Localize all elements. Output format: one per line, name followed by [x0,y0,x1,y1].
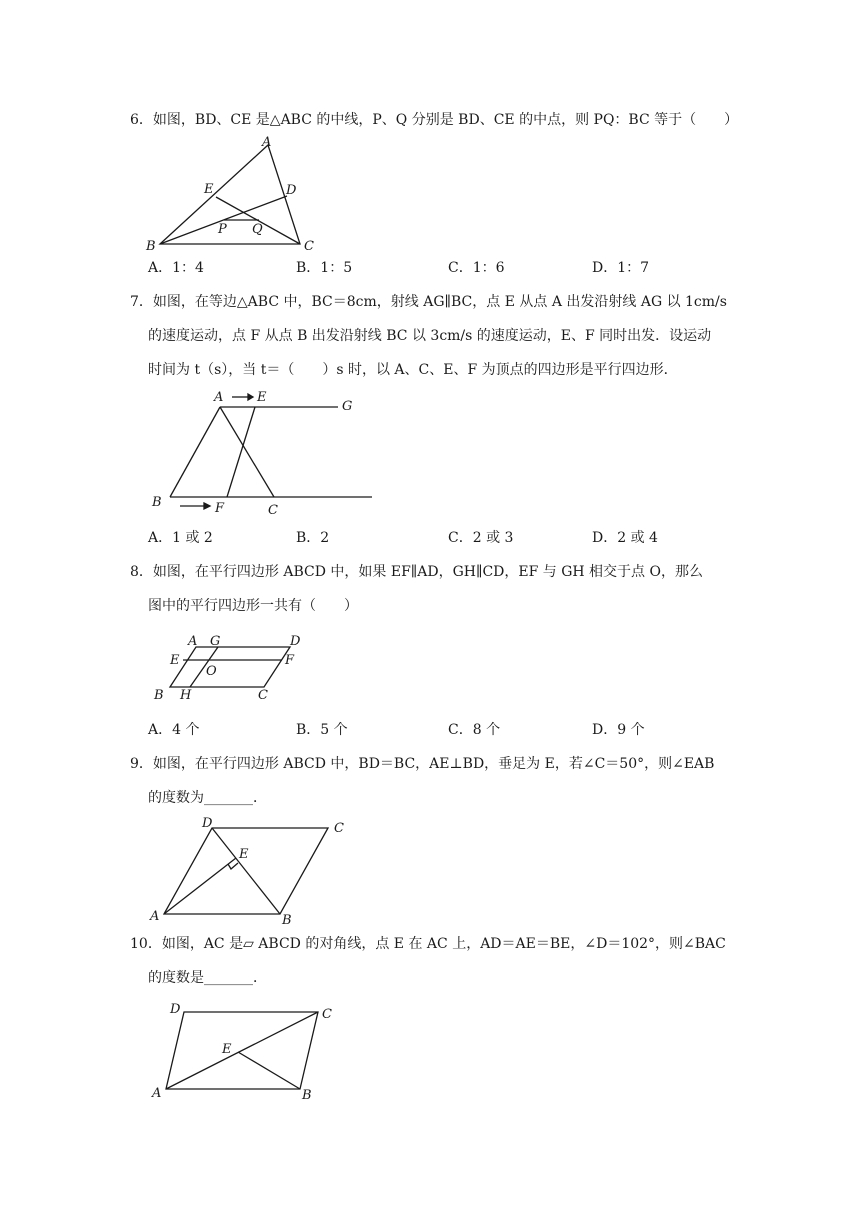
q8-option-d[interactable]: D．9 个 [592,722,645,738]
q9-label-c: C [334,821,344,836]
q8-label-d: D [290,634,301,649]
q8-label-a: A [188,634,198,649]
q7-side-ab [170,407,220,497]
q7-label-a: A [214,390,224,405]
q9-label-b: B [282,913,292,928]
q8-label-b: B [154,688,164,703]
q6-option-b[interactable]: B．1：5 [296,260,353,276]
q8-label-c: C [258,688,268,703]
q6-label-b: B [146,239,156,254]
q7-stem-line-2: 的速度运动，点 F 从点 B 出发沿射线 BC 以 3cm/s 的速度运动，E、F 同时出发．设运动 [148,328,712,344]
q9-label-a: A [150,909,160,924]
q10-parallelogram-figure [140,995,350,1105]
q6-option-c[interactable]: C．1：6 [448,260,505,276]
q10-label-e: E [222,1042,232,1057]
q6-triangle-abc [160,145,300,244]
q6-label-q: Q [252,222,263,237]
q10-label-a: A [152,1086,162,1101]
q10-stem-line-2: 的度数是_______． [148,970,267,986]
q8-option-a[interactable]: A．4 个 [148,722,200,738]
q9-right-angle-mark [228,863,238,869]
q7-ray-figure [140,385,390,525]
q8-label-h: H [180,688,192,703]
q6-label-e: E [204,182,214,197]
q6-option-a[interactable]: A．1：4 [148,260,204,276]
q7-label-c: C [268,503,278,518]
q7-option-b[interactable]: B．2 [296,530,330,546]
q8-parallelogram-abcd [170,647,290,687]
q6-label-p: P [218,222,227,237]
q8-label-f: F [285,653,295,668]
q8-option-c[interactable]: C．8 个 [448,722,501,738]
q6-option-d[interactable]: D．1：7 [592,260,650,276]
q6-triangle-figure [140,134,340,254]
q6-label-d: D [286,183,297,198]
q7-side-ac [220,407,274,497]
q8-stem-line-2: 图中的平行四边形一共有（ ） [148,598,358,614]
q6-label-a: A [262,135,272,150]
q10-label-c: C [322,1007,332,1022]
q7-label-g: G [342,399,353,414]
q7-option-c[interactable]: C．2 或 3 [448,530,514,546]
q7-arrow-e-head [248,394,253,400]
q7-label-b: B [152,495,162,510]
q6-label-c: C [304,239,314,254]
q8-label-g: G [210,634,221,649]
q10-label-b: B [302,1088,312,1103]
q10-diagonal-ac [166,1012,318,1089]
q9-parallelogram-figure [140,812,360,927]
q8-label-e: E [170,653,180,668]
q8-stem-line-1: 8．如图，在平行四边形 ABCD 中，如果 EF∥AD，GH∥CD，EF 与 GH 相交于点 O，那么 [130,564,703,580]
q9-label-e: E [239,847,249,862]
q8-label-o: O [206,664,217,679]
q7-label-f: F [215,501,225,516]
q9-segment-ae [164,858,236,914]
q8-parallelogram-figure [140,627,320,707]
q7-stem-line-3: 时间为 t（s），当 t＝（ ）s 时，以 A、C、E、F 为顶点的四边形是平行四边形． [148,362,678,378]
q9-stem-line-1: 9．如图，在平行四边形 ABCD 中，BD＝BC，AE⊥BD，垂足为 E，若∠C＝50°，则∠EAB [130,756,715,772]
q9-label-d: D [202,816,213,831]
q7-segment-ef [227,407,255,497]
q8-option-b[interactable]: B．5 个 [296,722,348,738]
q6-stem: 6．如图，BD、CE 是△ABC 的中线，P、Q 分别是 BD、CE 的中点，则 PQ：BC 等于（ ） [130,112,739,128]
q7-arrow-f-head [204,503,210,509]
q10-stem-line-1: 10．如图，AC 是▱ ABCD 的对角线，点 E 在 AC 上，AD＝AE＝BE，∠D＝102°，则∠BAC [130,936,726,952]
q9-diagonal-bd [212,828,280,914]
q7-label-e: E [257,390,267,405]
q7-stem-line-1: 7．如图，在等边△ABC 中，BC＝8cm，射线 AG∥BC，点 E 从点 A 出发沿射线 AG 以 1cm/s [130,294,727,310]
q7-option-d[interactable]: D．2 或 4 [592,530,658,546]
q10-label-d: D [170,1002,181,1017]
q9-stem-line-2: 的度数为_______． [148,790,267,806]
q10-segment-eb [238,1052,300,1089]
q7-option-a[interactable]: A．1 或 2 [148,530,213,546]
